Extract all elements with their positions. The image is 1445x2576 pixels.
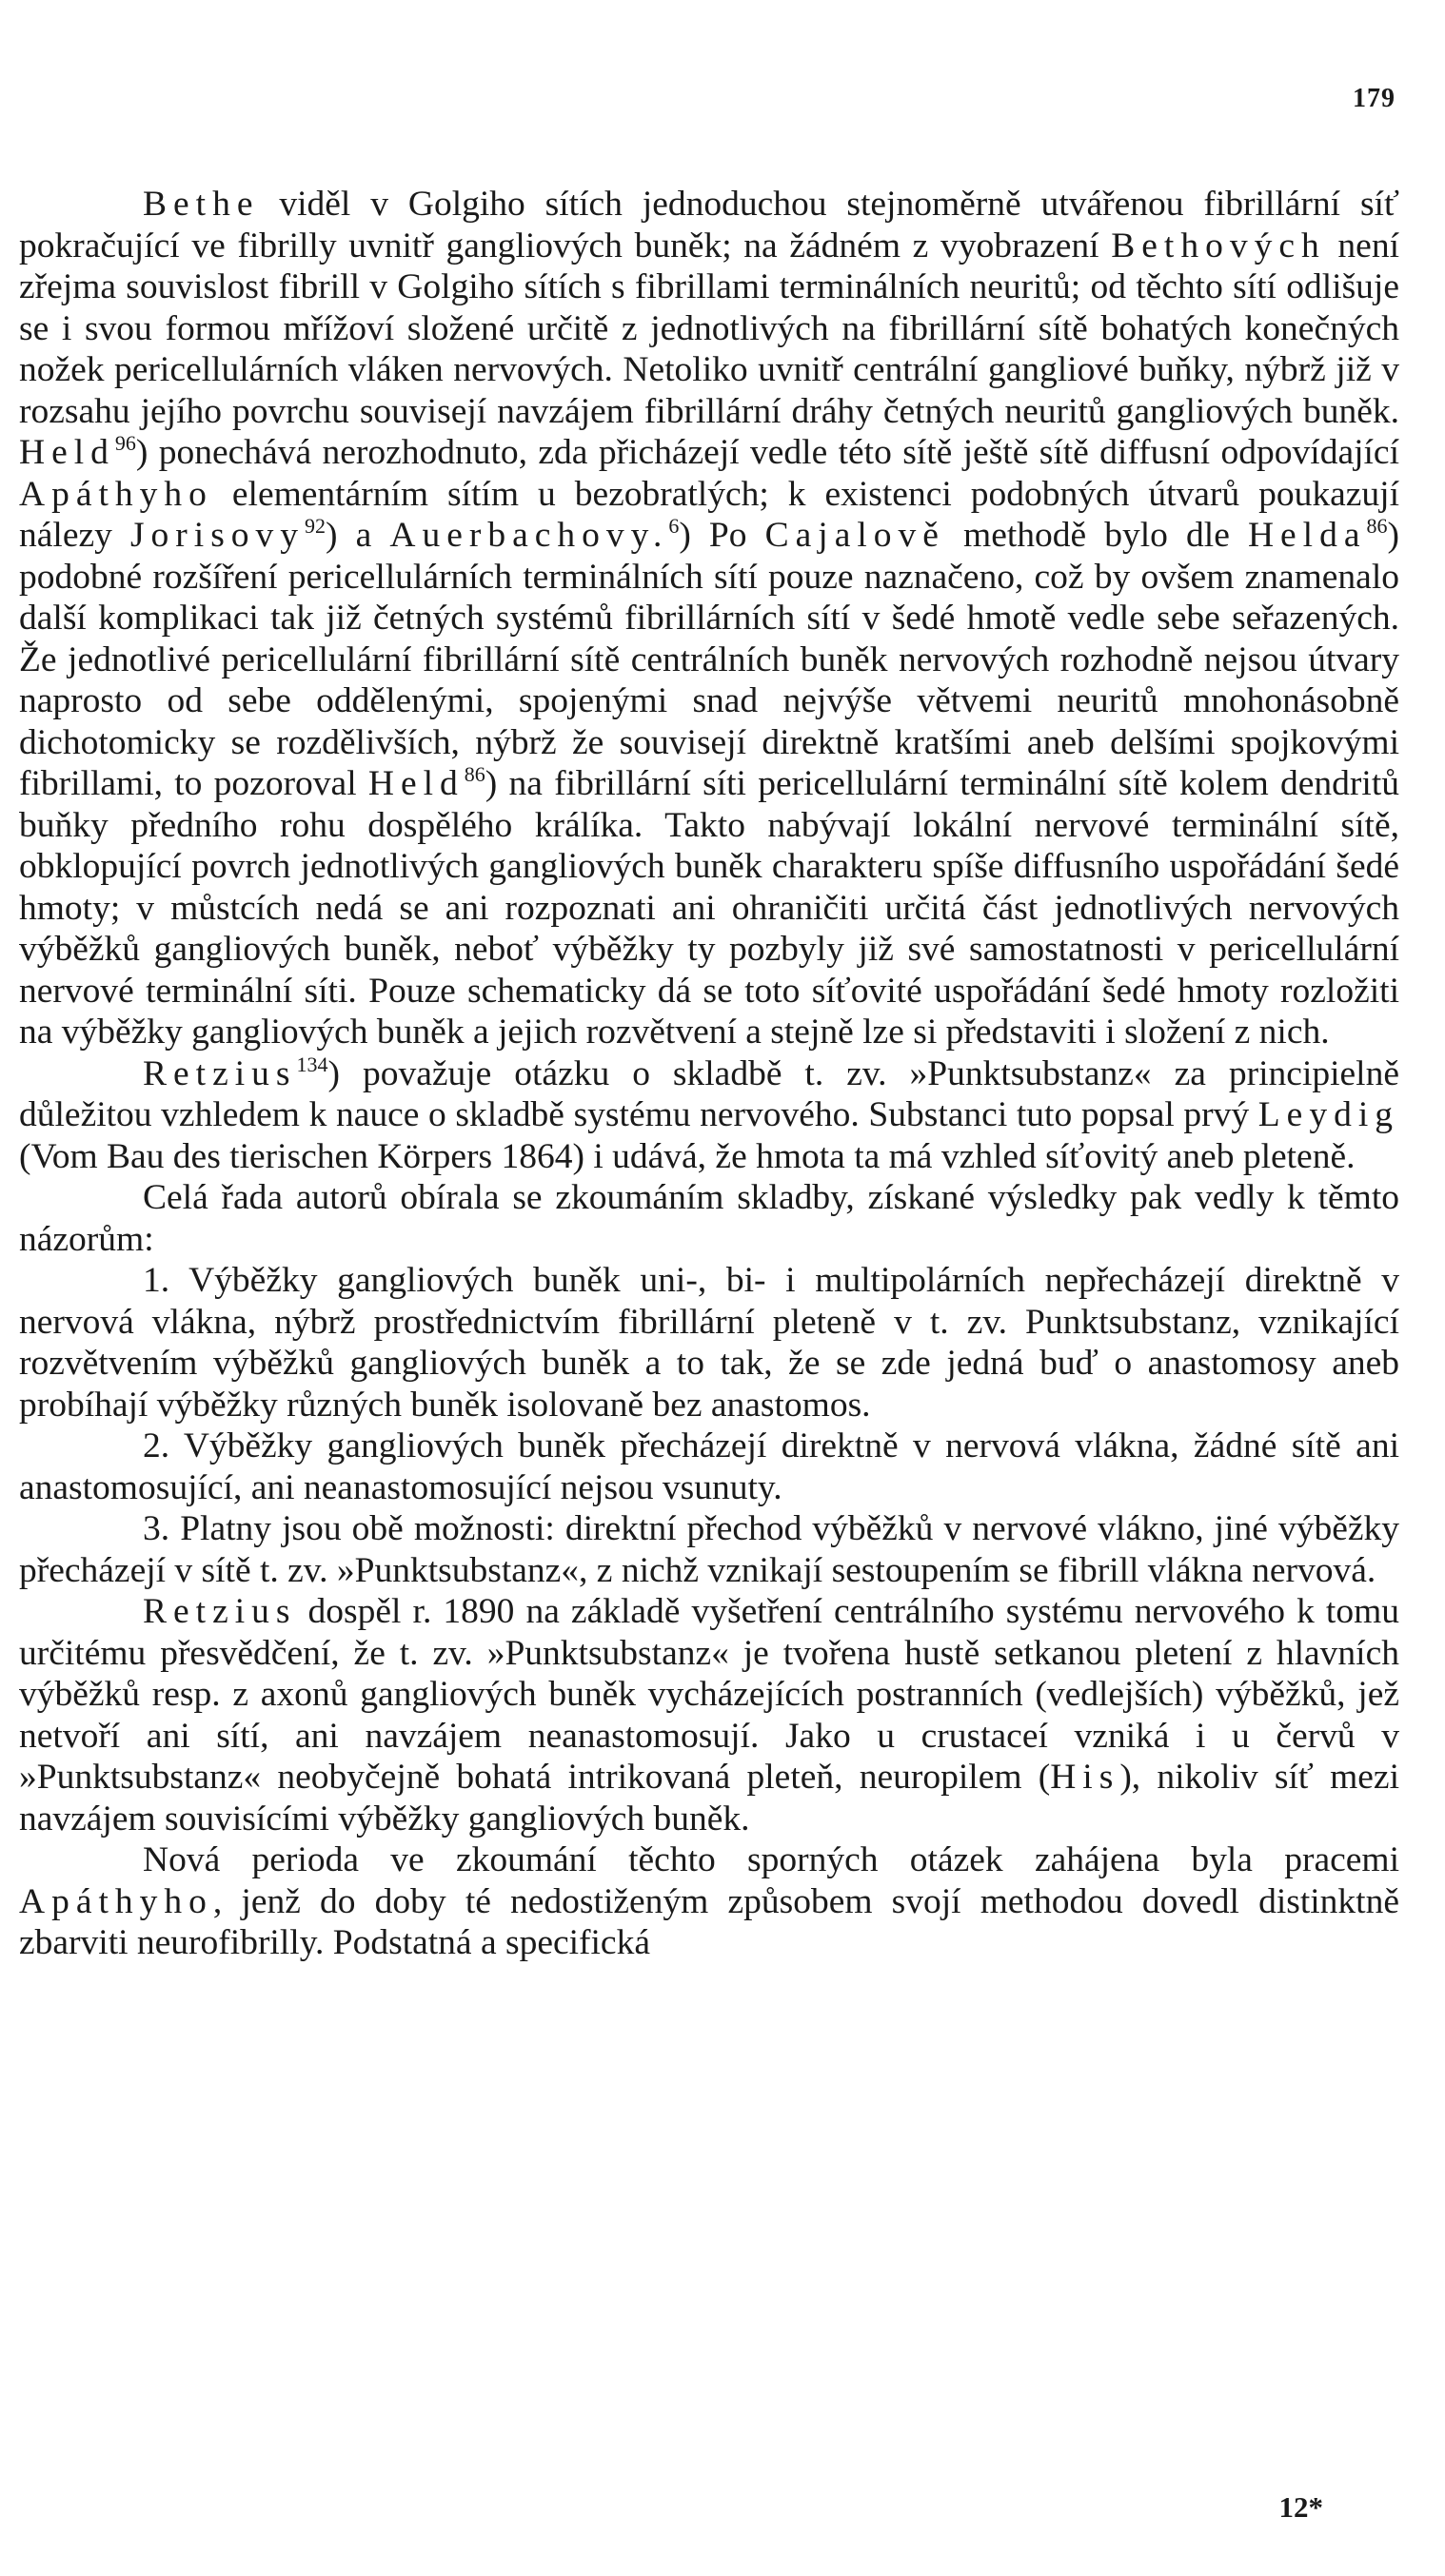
text-run: ) a: [326, 516, 390, 555]
footnote-ref: 86: [1366, 514, 1388, 538]
footnote-ref: 6: [668, 514, 680, 538]
text-run: není zřejma souvislost fibrill v Golgiho sítích s fibrillami terminálních neuritů; od těchto sítí odlišuje se i svou formou mřížoví složené určitě z jednotlivých na fibrillární sítě bohatých konečných nožek pericellulárních vláken nervových. Netoliko uvnitř centrální gangliové buňky, nýbrž již v rozsahu jejího povrchu souvisejí navzájem fibrillární dráhy četných neuritů gangliových buněk.: [19, 226, 1399, 431]
text-run: ) podobné rozšíření pericellulárních terminálních sítí pouze naznačeno, což by ovšem znamenalo další komplikaci tak již četných systémů fibrillárních sítí v šedé hmotě vedle sebe seřazených. Že jednotlivé pericellulární fibrillární sítě centrálních buněk nervových rozhodně nejsou útvary naprosto od sebe oddělenými, spojenými snad nejvýše větvemi neuritů mnohonásobně dichotomicky se rozdělivších, nýbrž že souvisejí direktně kratšími aneb delšími spojkovými fibrillami, to pozoroval: [19, 516, 1399, 803]
author-name: Held: [367, 764, 465, 803]
text-run: elementárním sítím u bezobratlých; k existenci podobných útvarů poukazují nálezy: [19, 474, 1399, 555]
text-run: viděl v Golgiho sítích jednoduchou stejnoměrně utvářenou fibrillární síť pokračující ve fibrilly uvnitř gangliových buněk; na žádném z vyobrazení: [19, 185, 1399, 265]
footnote-ref: 92: [305, 514, 327, 538]
body-text: [19, 184, 1399, 1964]
text-run: methodě bylo dle: [944, 516, 1248, 555]
text-run: (Vom Bau des tierischen Körpers 1864) i udává, že hmota ta má vzhled síťovitý aneb pleteně.: [19, 1136, 1356, 1176]
text-run: 3. Platny jsou obě možnosti: direktní přechod výběžků v nervové vlákno, jiné výběžky přecházejí v sítě t. zv. »Punktsubstanz«, z nichž vznikají sestoupením se fibrill vlákna nervová.: [19, 1509, 1399, 1590]
text-run: 1. Výběžky gangliových buněk uni-, bi- i multipolárních nepřecházejí direktně v nervová vlákna, nýbrž prostřednictvím fibrillární pleteně v t. zv. Punktsubstanz, vznikající rozvětvením výběžků gangliových buněk a to tak, že se zde jedná buď o anastomosy aneb probíhají výběžky různých buněk isolovaně bez anastomos.: [19, 1261, 1399, 1425]
author-name: Leydig: [1257, 1095, 1399, 1134]
author-name: Auerbachovy.: [389, 516, 669, 555]
paragraph-retzius-1890: [19, 1591, 1399, 1839]
paragraph-bethe: [19, 184, 1399, 1053]
author-name: Retzius: [143, 1053, 297, 1093]
footnote-ref: 134: [296, 1052, 328, 1076]
author-name: Apáthyho: [19, 1881, 213, 1921]
text-run: 2. Výběžky gangliových buněk přecházejí direktně v nervová vlákna, žádné sítě ani anastomosující, ani neanastomosující nejsou vsunuty.: [19, 1426, 1399, 1507]
paragraph-retzius: [19, 1053, 1399, 1178]
author-name: Held: [19, 433, 115, 472]
author-name: Bethových: [1111, 226, 1326, 265]
text-run: Celá řada autorů obírala se zkoumáním skladby, získané výsledky pak vedly k těmto názorům:: [19, 1178, 1399, 1259]
text-run: ) na fibrillární síti pericellulární terminální sítě kolem dendritů buňky předního rohu dospělého králíka. Takto nabývají lokální nervové terminální sítě, obklopující povrch jednotlivých gangliových buněk charakteru spíše diffusního uspořádání šedé hmoty; v můstcích nedá se ani rozpoznati ani ohraničiti určitá část jednotlivých nervových výběžků gangliových buněk, neboť výběžky ty pozbyly již své samostatnosti v pericellulární nervové terminální síti. Pouze schematicky dá se toto síťovité uspořádání šedé hmoty rozložiti na výběžky gangliových buněk a jejich rozvětvení a stejně lze si představiti i složení z nich.: [19, 764, 1399, 1052]
author-name: Helda: [1247, 516, 1367, 555]
text-run: ) ponechává nerozhodnuto, zda přicházejí vedle této sítě ještě sítě diffusní odpovídající: [135, 433, 1399, 472]
text-run: ) považuje otázku o skladbě t. zv. »Punktsubstanz« za principielně důležitou vzhledem k nauce o skladbě systému nervového. Substanci tuto popsal prvý: [19, 1053, 1399, 1134]
author-name: His: [1050, 1758, 1120, 1797]
text-run: , jenž do doby té nedostiženým způsobem svojí methodou dovedl distinktně zbarviti neurofibrilly. Podstatná a specifická: [19, 1881, 1399, 1962]
page-number: 179: [1353, 84, 1396, 113]
signature-mark: 12*: [1278, 2490, 1323, 2524]
author-name: Jorisovy: [129, 516, 306, 555]
paragraph-nova-perioda: [19, 1839, 1399, 1964]
paragraph-authors: [19, 1177, 1399, 1260]
text-run: Nová perioda ve zkoumání těchto sporných otázek zahájena byla pracemi: [143, 1840, 1399, 1879]
text-run: ) Po: [679, 516, 765, 555]
author-name: Bethe: [143, 185, 260, 224]
author-name: Cajalově: [764, 516, 945, 555]
footnote-ref: 86: [464, 762, 485, 786]
list-item-2: [19, 1426, 1399, 1508]
author-name: Retzius: [143, 1592, 297, 1631]
text-run: ), nikoliv síť mezi navzájem souvisícími výběžky gangliových buněk.: [19, 1758, 1399, 1839]
text-run: dospěl r. 1890 na základě vyšetření centrálního systému nervového k tomu určitému přesvědčení, že t. zv. »Punktsubstanz« je tvořena hustě setkanou pletení z hlavních výběžků resp. z axonů gangliových buněk vycházejících postranních (vedlejších) výběžků, jež netvoří ani sítí, ani navzájem neanastomosují. Jako u crustaceí vzniká i u červů v »Punktsubstanz« neobyčejně bohatá intrikovaná pleteň, neuropilem (: [19, 1592, 1399, 1797]
footnote-ref: 96: [114, 431, 136, 455]
list-item-1: [19, 1260, 1399, 1426]
list-item-3: [19, 1508, 1399, 1591]
author-name: Apáthyho: [19, 474, 213, 514]
